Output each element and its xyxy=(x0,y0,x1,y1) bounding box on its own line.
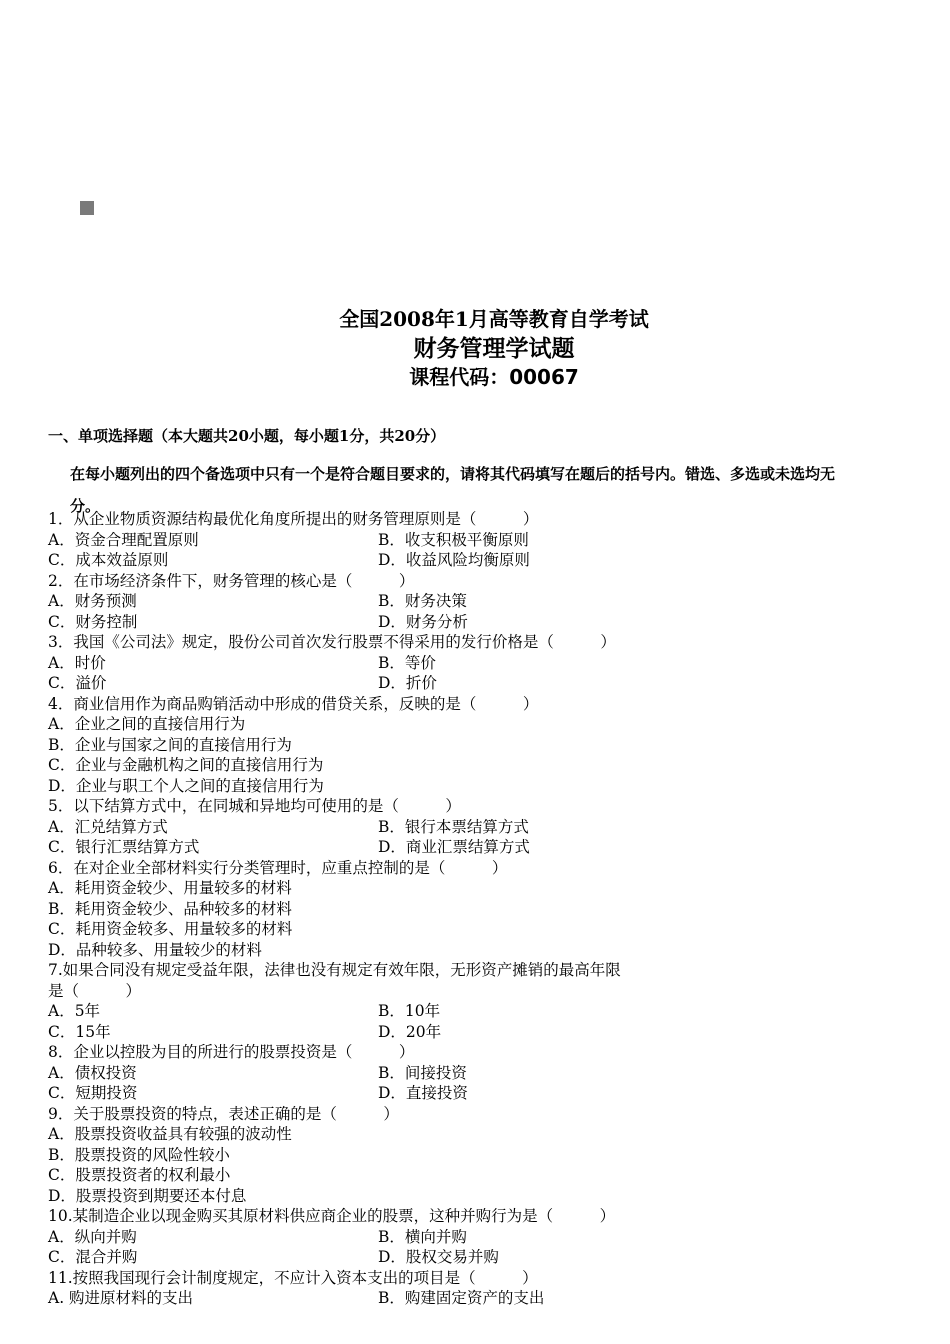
question-line: 11.按照我国现行会计制度规定，不应计入资本支出的项目是（ ） xyxy=(48,1268,538,1287)
option-row xyxy=(48,837,928,858)
instruction-line: 在每小题列出的四个备选项中只有一个是符合题目要求的，请将其代码填写在题后的括号内。错选、多选或未选均无 xyxy=(70,465,836,483)
option-right: D．折价 xyxy=(378,674,437,692)
question-line: A．股票投资收益具有较强的波动性 xyxy=(48,1125,292,1143)
option-left: C．15年 xyxy=(48,1022,111,1041)
option-row xyxy=(48,550,928,571)
question-line: D．品种较多、用量较少的材料 xyxy=(48,940,262,959)
question-line: C．股票投资者的权利最小 xyxy=(48,1166,231,1184)
option-row xyxy=(48,1247,928,1268)
question-line: 7.如果合同没有规定受益年限，法律也没有规定有效年限，无形资产摊销的最高年限 xyxy=(48,961,621,979)
question-line: 1．从企业物质资源结构最优化角度所提出的财务管理原则是（ ） xyxy=(48,510,539,528)
option-right: D．股权交易并购 xyxy=(378,1248,499,1266)
question-list xyxy=(48,509,928,1309)
option-right: B．收支积极平衡原则 xyxy=(378,530,529,549)
subject-title: 财务管理学试题 xyxy=(413,336,575,362)
option-left: C．溢价 xyxy=(48,674,107,692)
option-row xyxy=(48,1227,928,1248)
option-right: B．等价 xyxy=(378,653,436,672)
option-right: B．间接投资 xyxy=(378,1063,467,1082)
option-left: C．成本效益原则 xyxy=(48,551,169,569)
option-right: B．10年 xyxy=(378,1002,441,1020)
option-left: C．银行汇票结算方式 xyxy=(48,838,200,856)
option-row xyxy=(48,530,928,551)
option-row xyxy=(48,1001,928,1022)
section-heading: 一、单项选择题（本大题共20小题，每小题1分，共20分） xyxy=(48,427,446,445)
question-line: 3．我国《公司法》规定，股份公司首次发行股票不得采用的发行价格是（ ） xyxy=(48,633,616,651)
option-left: A．财务预测 xyxy=(48,592,137,610)
question-line: B．耗用资金较少、品种较多的材料 xyxy=(48,899,292,918)
bullet-square-icon xyxy=(80,201,94,215)
option-row xyxy=(48,1022,928,1043)
question-line: A．耗用资金较少、用量较多的材料 xyxy=(48,879,292,897)
question-line: 是（ ） xyxy=(48,981,142,1000)
option-right: B．购建固定资产的支出 xyxy=(378,1289,545,1307)
option-right: D．直接投资 xyxy=(378,1084,468,1102)
question-line: 5．以下结算方式中，在同城和异地均可使用的是（ ） xyxy=(48,797,461,815)
option-left: C．财务控制 xyxy=(48,612,138,631)
question-line: 9．关于股票投资的特点，表述正确的是（ ） xyxy=(48,1104,399,1123)
course-code: 课程代码：00067 xyxy=(409,365,579,389)
option-right: B．财务决策 xyxy=(378,592,467,610)
option-left: C．短期投资 xyxy=(48,1084,138,1102)
question-line: 8．企业以控股为目的所进行的股票投资是（ ） xyxy=(48,1043,415,1061)
option-left: C．混合并购 xyxy=(48,1248,138,1266)
question-line: 6．在对企业全部材料实行分类管理时，应重点控制的是（ ） xyxy=(48,858,508,877)
option-row xyxy=(48,653,928,674)
option-row xyxy=(48,591,928,612)
option-row xyxy=(48,817,928,838)
question-line: 4．商业信用作为商品购销活动中形成的借贷关系，反映的是（ ） xyxy=(48,694,539,713)
option-left: A．债权投资 xyxy=(48,1063,137,1082)
option-left: A．5年 xyxy=(48,1002,101,1020)
option-left: A．纵向并购 xyxy=(48,1227,137,1246)
option-left: A. 购进原材料的支出 xyxy=(48,1289,194,1307)
option-row xyxy=(48,1083,928,1104)
question-line: A．企业之间的直接信用行为 xyxy=(48,715,246,733)
option-right: D．20年 xyxy=(378,1022,442,1041)
question-line: B．企业与国家之间的直接信用行为 xyxy=(48,735,292,754)
question-line: D．企业与职工个人之间的直接信用行为 xyxy=(48,776,324,795)
instruction-line: 分。 xyxy=(70,497,101,515)
question-line: B．股票投资的风险性较小 xyxy=(48,1145,230,1164)
question-line: 10.某制造企业以现金购买其原材料供应商企业的股票，这种并购行为是（ ） xyxy=(48,1207,616,1225)
question-line: D．股票投资到期要还本付息 xyxy=(48,1186,247,1205)
option-right: D．收益风险均衡原则 xyxy=(378,551,530,569)
option-left: A．时价 xyxy=(48,653,106,672)
question-line: C．企业与金融机构之间的直接信用行为 xyxy=(48,756,324,774)
question-line: C．耗用资金较多、用量较多的材料 xyxy=(48,920,293,938)
question-line: 2．在市场经济条件下，财务管理的核心是（ ） xyxy=(48,571,415,590)
option-row xyxy=(48,612,928,633)
option-row xyxy=(48,673,928,694)
option-right: D．商业汇票结算方式 xyxy=(378,838,530,856)
option-right: B．银行本票结算方式 xyxy=(378,817,529,836)
option-left: A．资金合理配置原则 xyxy=(48,530,199,549)
exam-title: 全国2008年1月高等教育自学考试 xyxy=(339,307,649,331)
option-right: B．横向并购 xyxy=(378,1227,467,1246)
option-row xyxy=(48,1063,928,1084)
option-left: A．汇兑结算方式 xyxy=(48,817,168,836)
option-row xyxy=(48,1288,928,1309)
option-right: D．财务分析 xyxy=(378,612,468,631)
